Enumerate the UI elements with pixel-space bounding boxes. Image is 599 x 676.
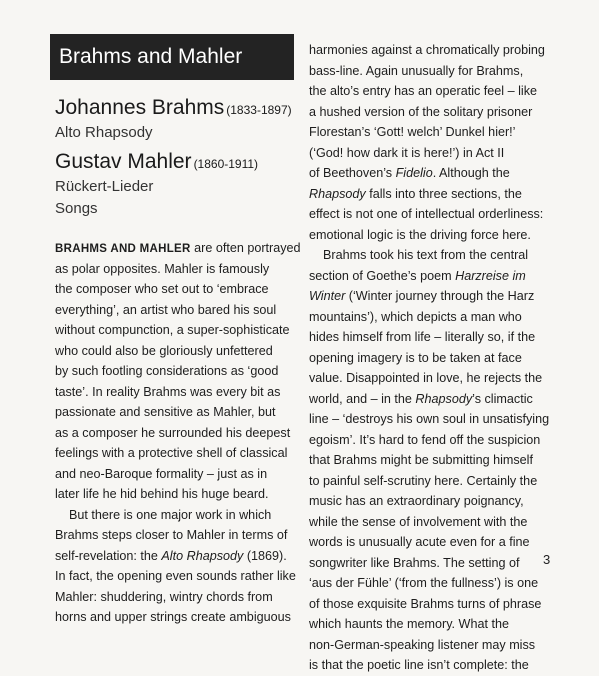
text-line: In fact, the opening even sounds rather like — [55, 569, 296, 583]
text-line: hides himself from life – literally so, if the — [309, 330, 536, 344]
work-title-italic: Fidelio — [395, 166, 433, 180]
text-line: a hushed version of the solitary prisoner — [309, 104, 533, 119]
text-line: (‘God! how dark it is here!’) in Act II — [309, 145, 505, 160]
text-line: and neo-Baroque formality – just as in — [55, 466, 268, 481]
text-line: passionate and sensitive as Mahler, but — [55, 405, 276, 419]
work-mahler — [55, 150, 305, 220]
composer-name: Johannes Brahms — [55, 96, 225, 119]
text-line: self-revelation: the Alto Rhapsody (1869). — [55, 548, 287, 563]
composer-name: Gustav Mahler — [55, 150, 192, 173]
lead-in: BRAHMS AND MAHLER — [55, 243, 191, 255]
work-title-italic: Rhapsody — [309, 186, 366, 201]
text-line: who could also be gloriously unfettered — [55, 343, 273, 358]
work-brahms — [55, 96, 305, 144]
text-line: effect is not one of intellectual orderliness: — [309, 207, 544, 221]
text-line: without compunction, a super-sophisticate — [55, 323, 290, 337]
text-line: music has an extraordinary poignancy, — [309, 494, 524, 508]
left-text-column — [55, 238, 301, 628]
text-line: line – ‘destroys his own soul in unsatisfying — [309, 412, 550, 426]
work-title-italic: Harzreise im — [455, 268, 526, 283]
composer-heading — [55, 96, 305, 122]
text-line: the composer who set out to ‘embrace — [55, 282, 269, 296]
text-line: value. Disappointed in love, he rejects the — [309, 371, 543, 385]
text-line: songwriter like Brahms. The setting of — [309, 555, 520, 570]
page-title-text: Brahms and Mahler — [59, 45, 243, 68]
text-line: non-German-speaking listener may miss — [309, 637, 536, 652]
text-line: emotional logic is the driving force here. — [309, 227, 531, 242]
composer-dates: (1833-1897) — [226, 103, 292, 117]
right-text-column — [309, 40, 549, 676]
text-line: while the sense of involvement with the — [309, 514, 528, 529]
text-line: of Beethoven’s Fidelio. Although the — [309, 166, 510, 180]
text-line: words is unusually acute even for a fine — [309, 535, 530, 549]
composer-dates: (1860-1911) — [193, 157, 259, 171]
text-line: to painful self-scrutiny here. Certainly the — [309, 473, 538, 488]
text-line: BRAHMS AND MAHLER are often portrayed — [55, 241, 301, 255]
text-line: everything’, an artist who bared his soul — [55, 302, 277, 317]
text-line: which haunts the memory. What the — [309, 617, 509, 631]
text-line: But there is one major work in which — [69, 507, 272, 522]
text-line: that Brahms might be submitting himself — [309, 453, 533, 467]
text-line: harmonies against a chromatically probing — [309, 43, 545, 57]
work-title: Alto Rhapsody — [55, 124, 153, 141]
text-line: Brahms took his text from the central — [323, 248, 529, 262]
text-line: taste’. In reality Brahms was every bit as — [55, 384, 281, 399]
text-line: Rhapsody falls into three sections, the — [309, 186, 522, 201]
text-line: world, and – in the Rhapsody’s climactic — [309, 391, 533, 406]
text-line: of those exquisite Brahms turns of phrase — [309, 596, 542, 611]
text-line: Brahms steps closer to Mahler in terms of — [55, 528, 288, 542]
text-line: Mahler: shuddering, wintry chords from — [55, 589, 273, 604]
composer-heading — [55, 150, 305, 176]
page-title — [50, 34, 294, 80]
work-title-italic: Rhapsody — [415, 391, 473, 406]
text-line: opening imagery is to be taken at face — [309, 350, 522, 365]
text-line: bass-line. Again unusually for Brahms, — [309, 63, 524, 78]
text-line: Florestan’s ‘Gott! welch’ Dunkel hier!’ — [309, 125, 516, 139]
text-line: later life he hid behind his huge beard. — [55, 487, 269, 501]
work-title-italic: Alto Rhapsody — [161, 548, 244, 563]
text-line: as a composer he surrounded his deepest — [55, 425, 291, 440]
text-line: ‘aus der Fühle’ (‘from the fullness’) is one — [309, 576, 539, 590]
text-line: horns and upper strings create ambiguous — [55, 610, 291, 624]
text-line: egoism’. It’s hard to fend off the suspicion — [309, 432, 541, 447]
work-title: Rückert-Lieder — [55, 178, 154, 195]
work-title: Songs — [55, 200, 98, 217]
work-title-italic: Winter — [309, 289, 346, 303]
text-line: by such footling considerations as ‘good — [55, 364, 279, 378]
page-number: 3 — [543, 552, 551, 567]
text-line: mountains’), which depicts a man who — [309, 309, 522, 324]
text-line: is that the poetic line isn’t complete: the — [309, 658, 529, 672]
text-line: as polar opposites. Mahler is famously — [55, 261, 270, 276]
text-line: Winter (‘Winter journey through the Harz — [309, 289, 535, 303]
text-line: feelings with a protective shell of classical — [55, 446, 288, 460]
text-line: the alto’s entry has an operatic feel – like — [309, 84, 537, 98]
text-line: section of Goethe’s poem Harzreise im — [309, 268, 526, 283]
